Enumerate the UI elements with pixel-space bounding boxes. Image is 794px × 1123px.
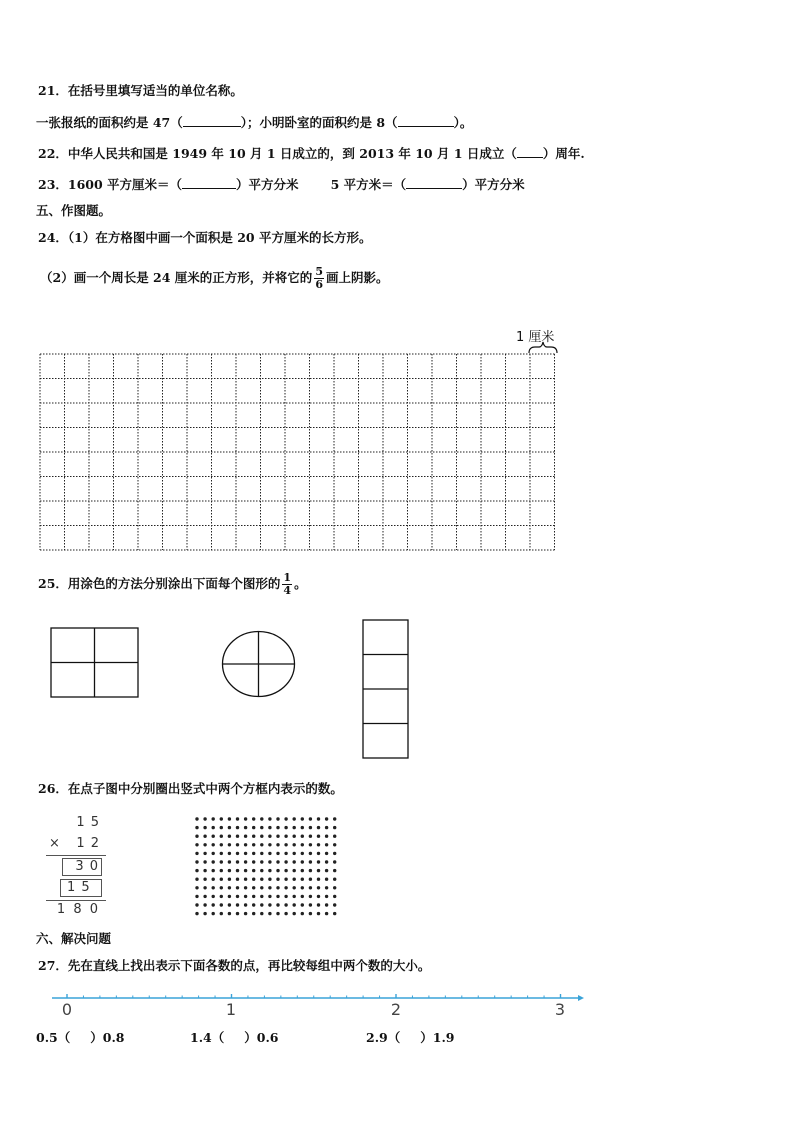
dot: [325, 903, 328, 906]
dot: [276, 852, 279, 855]
compare-2: [190, 1029, 279, 1047]
dot: [220, 843, 223, 846]
dot: [301, 843, 304, 846]
q21-title: 21．在括号里填写适当的单位名称。: [38, 83, 243, 98]
dot: [276, 860, 279, 863]
dot: [252, 912, 255, 915]
dot: [309, 860, 312, 863]
dot: [276, 843, 279, 846]
dot: [284, 903, 287, 906]
dot: [293, 826, 296, 829]
dot: [301, 852, 304, 855]
dot: [236, 835, 239, 838]
dot: [220, 860, 223, 863]
dot: [252, 903, 255, 906]
dot: [195, 817, 198, 820]
dot: [333, 903, 336, 906]
dot: [333, 835, 336, 838]
dot: [284, 843, 287, 846]
q24-part1: 24．（1）在方格图中画一个面积是 20 平方厘米的长方形。: [38, 230, 372, 245]
q23: [38, 176, 525, 194]
dot: [203, 895, 206, 898]
dot: [260, 843, 263, 846]
tick-label-0: 0: [61, 1000, 73, 1019]
dot: [317, 903, 320, 906]
dot: [325, 860, 328, 863]
dot: [244, 817, 247, 820]
arrow-right-icon: [578, 995, 584, 1001]
dot: [203, 826, 206, 829]
dot: [228, 852, 231, 855]
dot: [317, 869, 320, 872]
dot: [244, 886, 247, 889]
dot: [333, 869, 336, 872]
dot: [293, 860, 296, 863]
dot: [284, 817, 287, 820]
dot: [325, 869, 328, 872]
q25-text-b: 。: [294, 576, 307, 591]
dot: [220, 903, 223, 906]
q24-part2-text-b: 画上阴影。: [325, 270, 389, 285]
dot: [333, 878, 336, 881]
dot: [309, 895, 312, 898]
dot: [212, 878, 215, 881]
dot: [333, 912, 336, 915]
dot-array[interactable]: [193, 815, 343, 921]
dot: [195, 903, 198, 906]
dot: [325, 843, 328, 846]
dot: [228, 835, 231, 838]
dot: [301, 860, 304, 863]
dot: [309, 852, 312, 855]
dot: [260, 903, 263, 906]
dot: [228, 860, 231, 863]
dot: [268, 843, 271, 846]
dot: [309, 912, 312, 915]
dot: [195, 843, 198, 846]
dot: [228, 912, 231, 915]
q23-text-a: 23．1600 平方厘米＝（: [38, 177, 183, 192]
dot: [228, 895, 231, 898]
dot: [293, 878, 296, 881]
q23-text-c: 5 平方米＝（: [330, 177, 407, 192]
dot: [325, 895, 328, 898]
q27-title: 27．先在直线上找出表示下面各数的点，再比较每组中两个数的大小。: [38, 958, 431, 973]
dot: [268, 817, 271, 820]
dot: [309, 817, 312, 820]
dot: [284, 860, 287, 863]
multiplier: 1 2: [76, 836, 100, 851]
dot: [252, 843, 255, 846]
dot: [252, 895, 255, 898]
dot: [195, 826, 198, 829]
dot: [325, 817, 328, 820]
dot: [195, 912, 198, 915]
dot: [236, 869, 239, 872]
dot: [301, 895, 304, 898]
dot: [333, 886, 336, 889]
dot: [212, 852, 215, 855]
dot: [212, 895, 215, 898]
dot: [252, 817, 255, 820]
dot: [268, 835, 271, 838]
fraction-denominator: 4: [283, 584, 292, 597]
dot: [260, 835, 263, 838]
dot: [228, 903, 231, 906]
compare-3-left: 2.9（: [366, 1030, 401, 1045]
dot: [228, 843, 231, 846]
dot: [284, 852, 287, 855]
dot: [333, 852, 336, 855]
dot: [309, 826, 312, 829]
compare-1-right: ）0.8: [90, 1030, 125, 1045]
dot: [325, 886, 328, 889]
dot: [284, 826, 287, 829]
partial-product-box-2: 1 5: [60, 879, 102, 897]
dot: [293, 843, 296, 846]
dot: [301, 817, 304, 820]
dot: [301, 835, 304, 838]
dot: [236, 826, 239, 829]
dot: [276, 835, 279, 838]
dot: [212, 860, 215, 863]
fraction-numerator: 1: [283, 571, 292, 584]
dot: [236, 843, 239, 846]
dot: [220, 895, 223, 898]
dot: [293, 912, 296, 915]
dot: [268, 878, 271, 881]
compare-3-right: ）1.9: [420, 1030, 455, 1045]
dot: [293, 903, 296, 906]
dot: [301, 903, 304, 906]
times-sign: ×: [49, 836, 60, 851]
dot: [236, 895, 239, 898]
q25-text-a: 25．用涂色的方法分别涂出下面每个图形的: [38, 576, 281, 591]
q23-text-d: ）平方分米: [462, 177, 525, 192]
dot: [325, 878, 328, 881]
dot: [252, 886, 255, 889]
dot: [268, 826, 271, 829]
dot: [317, 912, 320, 915]
scale-label: 1 厘米: [516, 330, 555, 345]
dot: [309, 878, 312, 881]
q21-text-c: ）。: [453, 115, 473, 130]
dot: [212, 886, 215, 889]
dot: [284, 835, 287, 838]
dot: [212, 869, 215, 872]
q21-blank-2[interactable]: [398, 114, 454, 127]
dot: [301, 869, 304, 872]
dot: [244, 852, 247, 855]
dot: [228, 869, 231, 872]
dot: [317, 843, 320, 846]
dot: [268, 895, 271, 898]
dot: [309, 869, 312, 872]
circle-figure[interactable]: [221, 630, 296, 698]
dot: [203, 878, 206, 881]
dot: [284, 869, 287, 872]
q22-blank[interactable]: [517, 145, 543, 158]
dot: [195, 869, 198, 872]
dot: [236, 817, 239, 820]
dot: [260, 886, 263, 889]
dot: [244, 869, 247, 872]
dot: [236, 903, 239, 906]
dot: [260, 869, 263, 872]
dot: [293, 835, 296, 838]
dot: [301, 878, 304, 881]
partial-product-box-1: 3 0: [62, 858, 102, 876]
dot: [195, 860, 198, 863]
dot: [301, 886, 304, 889]
q23-blank-1[interactable]: [182, 176, 236, 189]
dot: [212, 912, 215, 915]
dot: [309, 903, 312, 906]
q25: [38, 572, 307, 597]
dot: [317, 835, 320, 838]
dot: [293, 886, 296, 889]
dot: [268, 912, 271, 915]
dot: [276, 826, 279, 829]
dot: [212, 843, 215, 846]
dot: [236, 886, 239, 889]
q24-part2: [40, 266, 388, 291]
q22-text-a: 22．中华人民共和国是 1949 年 10 月 1 日成立的，到 2013 年 10 月 1 日成立（: [38, 146, 517, 161]
dot: [260, 817, 263, 820]
dot: [228, 826, 231, 829]
dot: [317, 886, 320, 889]
dot: [244, 903, 247, 906]
compare-3: [366, 1029, 455, 1047]
dot: [276, 903, 279, 906]
dot: [220, 835, 223, 838]
q21-text-a: 一张报纸的面积约是 47（: [36, 115, 183, 130]
section-6-heading: 六、解决问题: [36, 931, 112, 946]
dot: [325, 835, 328, 838]
dot: [317, 895, 320, 898]
dot: [195, 878, 198, 881]
dot: [212, 903, 215, 906]
number-line[interactable]: [40, 994, 590, 1024]
dot: [203, 835, 206, 838]
dot: [220, 886, 223, 889]
dot: [220, 869, 223, 872]
dot: [268, 886, 271, 889]
dot: [301, 826, 304, 829]
dot: [203, 912, 206, 915]
q24-part2-text-a: （2）画一个周长是 24 厘米的正方形，并将它的: [40, 270, 313, 285]
dot: [309, 835, 312, 838]
rectangle-figure[interactable]: [50, 627, 140, 699]
dot: [317, 878, 320, 881]
dot: [276, 817, 279, 820]
q21-blank-1[interactable]: [183, 114, 241, 127]
dot: [195, 895, 198, 898]
dot: [284, 886, 287, 889]
dot: [268, 860, 271, 863]
dot: [212, 826, 215, 829]
dot: [293, 852, 296, 855]
dot: [301, 912, 304, 915]
dot: [244, 878, 247, 881]
vertical-strip-figure[interactable]: [362, 619, 410, 760]
dot: [333, 895, 336, 898]
dot: [317, 826, 320, 829]
dot: [203, 869, 206, 872]
dot: [220, 817, 223, 820]
dot: [325, 852, 328, 855]
product: 1 8 0: [56, 902, 100, 917]
dot: [260, 878, 263, 881]
dot: [236, 912, 239, 915]
dot: [252, 852, 255, 855]
dot: [228, 878, 231, 881]
dot: [228, 817, 231, 820]
dot: [203, 817, 206, 820]
dot: [333, 826, 336, 829]
compare-2-left: 1.4（: [190, 1030, 225, 1045]
dot: [203, 860, 206, 863]
dot: [325, 826, 328, 829]
dot: [325, 912, 328, 915]
dot: [212, 817, 215, 820]
q23-text-b: ）平方分米: [236, 177, 299, 192]
fraction-numerator: 5: [315, 265, 323, 278]
dot: [260, 912, 263, 915]
dot: [220, 878, 223, 881]
q26-title: 26．在点子图中分别圈出竖式中两个方框内表示的数。: [38, 781, 343, 796]
dot: [252, 860, 255, 863]
dot: [203, 903, 206, 906]
dot: [195, 835, 198, 838]
dot: [252, 835, 255, 838]
dot: [276, 895, 279, 898]
dot: [309, 843, 312, 846]
dot: [268, 869, 271, 872]
dot: [220, 852, 223, 855]
q24-fraction: [314, 266, 324, 291]
fraction-denominator: 6: [315, 278, 323, 291]
dot: [244, 912, 247, 915]
dot: [244, 895, 247, 898]
tick-label-1: 1: [225, 1000, 237, 1019]
dot: [195, 886, 198, 889]
dot: [276, 912, 279, 915]
dot: [268, 903, 271, 906]
dot: [220, 912, 223, 915]
dot: [276, 869, 279, 872]
compare-1-left: 0.5（: [36, 1030, 71, 1045]
dot: [244, 826, 247, 829]
dot: [268, 852, 271, 855]
dot: [244, 860, 247, 863]
section-5-heading: 五、作图题。: [36, 203, 112, 218]
vertical-multiplication: [44, 812, 106, 922]
dot: [276, 878, 279, 881]
dot: [260, 826, 263, 829]
dot: [203, 843, 206, 846]
square-grid[interactable]: [39, 353, 555, 553]
q22: [38, 145, 585, 163]
dot: [333, 817, 336, 820]
dot: [260, 852, 263, 855]
dot: [236, 878, 239, 881]
dot: [203, 886, 206, 889]
dot: [260, 895, 263, 898]
dot: [236, 852, 239, 855]
dot: [212, 835, 215, 838]
dot: [284, 912, 287, 915]
dot: [293, 817, 296, 820]
dot: [244, 835, 247, 838]
dot: [228, 886, 231, 889]
compare-1: [36, 1029, 125, 1047]
dot: [293, 895, 296, 898]
dot: [244, 843, 247, 846]
dot: [195, 852, 198, 855]
dot: [260, 860, 263, 863]
dot: [309, 886, 312, 889]
q25-fraction: [282, 572, 292, 597]
dot: [252, 878, 255, 881]
tick-label-3: 3: [554, 1000, 566, 1019]
dot: [317, 852, 320, 855]
dot: [252, 826, 255, 829]
dot: [220, 826, 223, 829]
dot: [284, 895, 287, 898]
dot: [252, 869, 255, 872]
q21-text-b: ）；小明卧室的面积约是 8（: [240, 115, 398, 130]
dot: [236, 860, 239, 863]
q23-blank-2[interactable]: [406, 176, 462, 189]
q21-body: [36, 114, 472, 132]
dot: [333, 843, 336, 846]
dot: [284, 878, 287, 881]
dot: [293, 869, 296, 872]
dot: [276, 886, 279, 889]
tick-label-2: 2: [390, 1000, 402, 1019]
dot: [317, 817, 320, 820]
dot: [203, 852, 206, 855]
compare-2-right: ）0.6: [244, 1030, 279, 1045]
multiplicand: 1 5: [76, 815, 100, 830]
q22-text-b: ）周年.: [542, 146, 585, 161]
dot: [317, 860, 320, 863]
dot: [333, 860, 336, 863]
